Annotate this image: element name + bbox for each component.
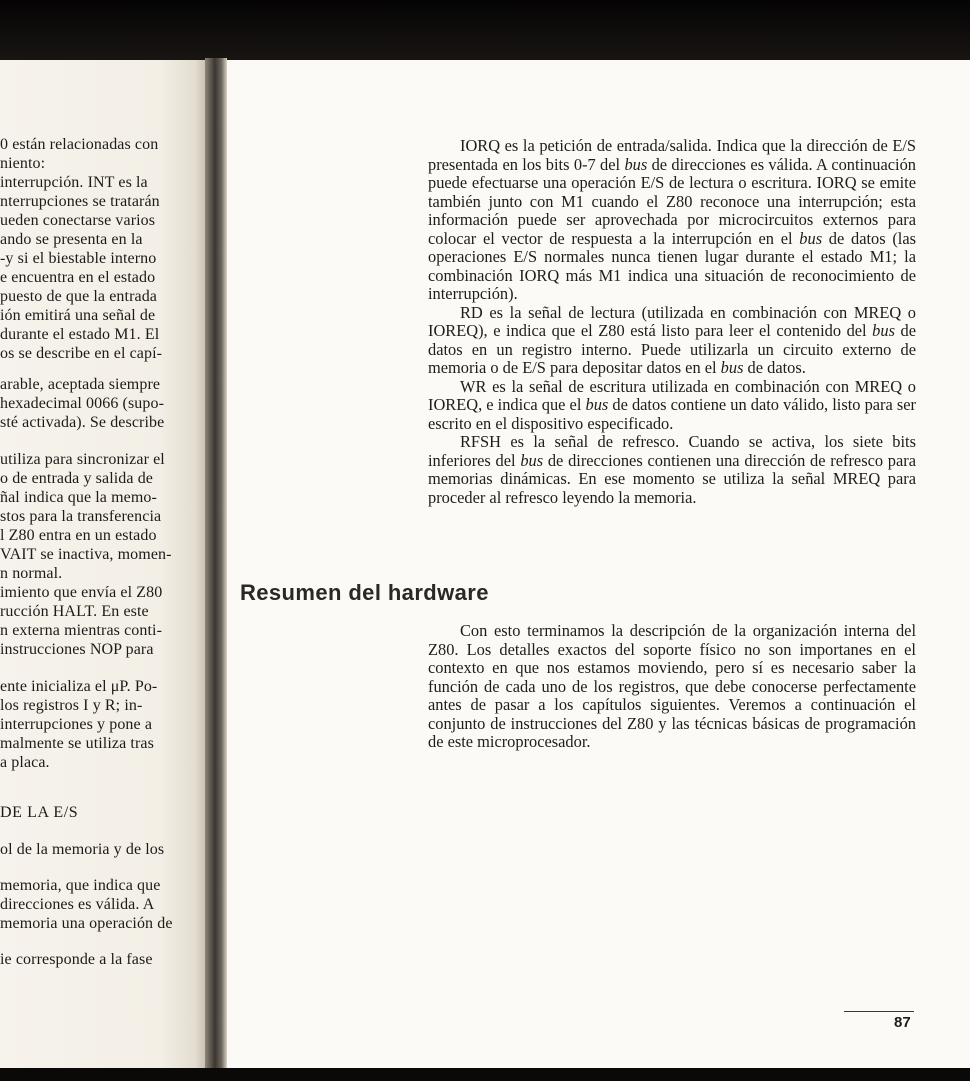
left-page-line: e encuentra en el estado [0,269,156,286]
left-page-line: ión emitirá una señal de [0,307,156,324]
left-page-line: los registros I y R; in- [0,697,143,714]
left-page [0,60,212,1070]
left-page-line: hexadecimal 0066 (supo- [0,395,165,412]
left-page-line: ie corresponde a la fase [0,951,153,968]
left-page-line: malmente se utiliza tras [0,735,154,752]
left-page-line: 0 están relacionadas con [0,136,159,153]
left-page-line: arable, aceptada siempre [0,376,161,393]
italic-term: bus [720,358,744,377]
left-page-line: ñal indica que la memo- [0,489,157,506]
left-page-line: interrupción. INT es la [0,174,148,191]
left-page-line: VAIT se inactiva, momen- [0,546,172,563]
summary-column [428,622,916,752]
left-page-line: os se describe en el capí- [0,345,163,362]
scan-top-border [0,0,970,66]
left-page-line: imiento que envía el Z80 [0,584,163,601]
left-page-line: sté activada). Se describe [0,414,165,431]
rfsh-paragraph: RFSH es la señal de refresco. Cuando se activa, los siete bits inferiores del bus de direcciones contienen una dirección de refresco para memorias dinámicas. En ese momento se utiliza la señal MREQ para proceder al refresco leyendo la memoria. [428,432,916,507]
rd-paragraph: RD es la señal de lectura (utilizada en combinación con MREQ o IOREQ), e indica que el Z80 está listo para leer el contenido del bus de datos en un registro interno. Puede utilizarla un circuito externo de memoria o de E/S para depositar datos en el bus de datos. [428,302,916,377]
left-page-line: ente inicializa el μP. Po- [0,678,158,695]
left-page-line: o de entrada y salida de [0,470,154,487]
iorq-paragraph: IORQ es la petición de entrada/salida. Indica que la dirección de E/S presentada en los bits 0-7 del bus de direcciones es válida. A continuación puede efectuarse una operación E/S de lectura o escritura. IORQ se emite también junto con M1 cuando el Z80 reconoce una interrupción; esta información puede ser aprovechada por microcircuitos externos para colocar el vector de respuesta a la interrupción en el bus de datos (las operaciones E/S normales nunca tienen lugar durante el estado M1; la combinación IORQ más M1 indica una situación de reconocimiento de interrupción). [428,136,917,303]
left-page-line: nterrupciones se tratarán [0,193,160,210]
page-number-rule [844,1011,914,1012]
left-page-line: utiliza para sincronizar el [0,451,165,468]
wr-paragraph: WR es la señal de escritura utilizada en combinación con MREQ o IOREQ, e indica que el bus de datos contiene un dato válido, listo para ser escrito en el dispositivo especificado. [428,376,916,433]
italic-term: bus [799,228,823,248]
left-page-line: l Z80 entra en un estado [0,527,157,544]
italic-term: bus [520,450,544,470]
signal-description-column [428,137,916,507]
left-page-line: durante el estado M1. El [0,326,160,343]
italic-term: bus [624,154,648,174]
left-page-line: ando se presenta en la [0,231,143,248]
left-page-line: niento: [0,155,46,172]
section-heading: Resumen del hardware [240,580,489,605]
page-number: 87 [894,1014,911,1031]
left-page-line: rucción HALT. En este [0,603,149,620]
left-page-section-heading: DE LA E/S [0,804,79,821]
left-page-line: interrupciones y pone a [0,716,153,733]
left-page-line: puesto de que la entrada [0,288,158,305]
left-page-line: instrucciones NOP para [0,641,154,658]
left-page-line: memoria una operación de [0,915,173,932]
italic-term: bus [872,321,895,340]
left-page-line: n externa mientras conti- [0,622,162,639]
left-page-line: stos para la transferencia [0,508,162,525]
left-page-line: a placa. [0,754,50,771]
left-page-line: ol de la memoria y de los [0,841,165,858]
left-page-line: ueden conectarse varios [0,212,156,229]
scan-bottom-border [0,1068,970,1081]
summary-paragraph: Con esto terminamos la descripción de la organización interna del Z80. Los detalles exactos del soporte físico no son importanes en el contexto en que nos estamos moviendo, pero sí es necesario saber la función de cada uno de los registros, que debe conocerse perfectamente antes de pasar a los capítulos siguientes. Veremos a continuación el conjunto de instrucciones del Z80 y las técnicas básicas de programación de este microprocesador. [428,621,916,751]
left-page-line: memoria, que indica que [0,877,161,894]
left-page-line: n normal. [0,565,63,582]
italic-term: bus [585,395,609,414]
right-page [222,60,970,1070]
book-gutter [205,58,227,1072]
left-page-line: direcciones es válida. A [0,896,155,913]
left-page-line: -y si el biestable interno [0,250,157,267]
